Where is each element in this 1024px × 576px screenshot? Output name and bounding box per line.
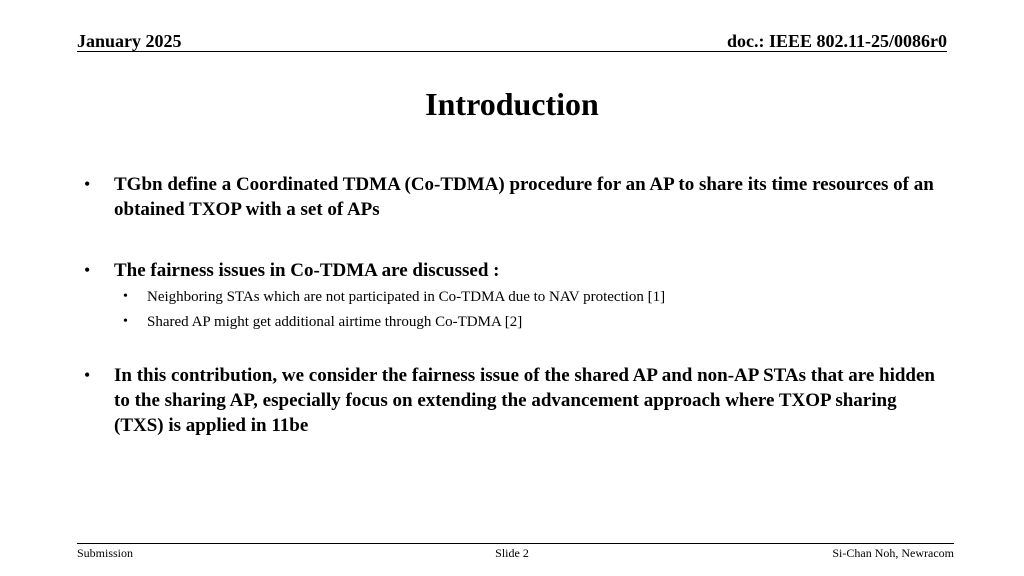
sub-bullet-icon: • [123,314,128,329]
header-doc-id: doc.: IEEE 802.11-25/0086r0 [726,31,947,51]
footer-submission: Submission [77,546,134,560]
bullet-text: In this contribution, we consider the fairness issue of the shared AP and non-AP STAs that are hidden to the sharing AP, especially focus on extending the advancement approach where TXOP sharing (TXS) is applied in 11be [114,365,935,436]
bullet-text: The fairness issues in Co-TDMA are discussed : [114,260,500,281]
header-divider [77,51,947,52]
footer-divider [77,543,954,544]
sub-bullet-text: Shared AP might get additional airtime through Co-TDMA [2] [147,314,523,330]
sub-bullet-text: Neighboring STAs which are not participated in Co-TDMA due to NAV protection [1] [147,289,666,305]
footer-author: Si-Chan Noh, Newracom [832,546,954,560]
bullet-icon: • [84,365,91,385]
sub-bullet-icon: • [123,289,128,304]
bullet-text: TGbn define a Coordinated TDMA (Co-TDMA) procedure for an AP to share its time resources of an obtained TXOP with a set of APs [114,174,934,220]
header-date: January 2025 [77,31,182,51]
slide-title: Introduction [425,86,599,122]
bullet-icon: • [84,174,91,194]
bullet-icon: • [84,260,91,280]
footer-slide-number: Slide 2 [495,546,529,560]
